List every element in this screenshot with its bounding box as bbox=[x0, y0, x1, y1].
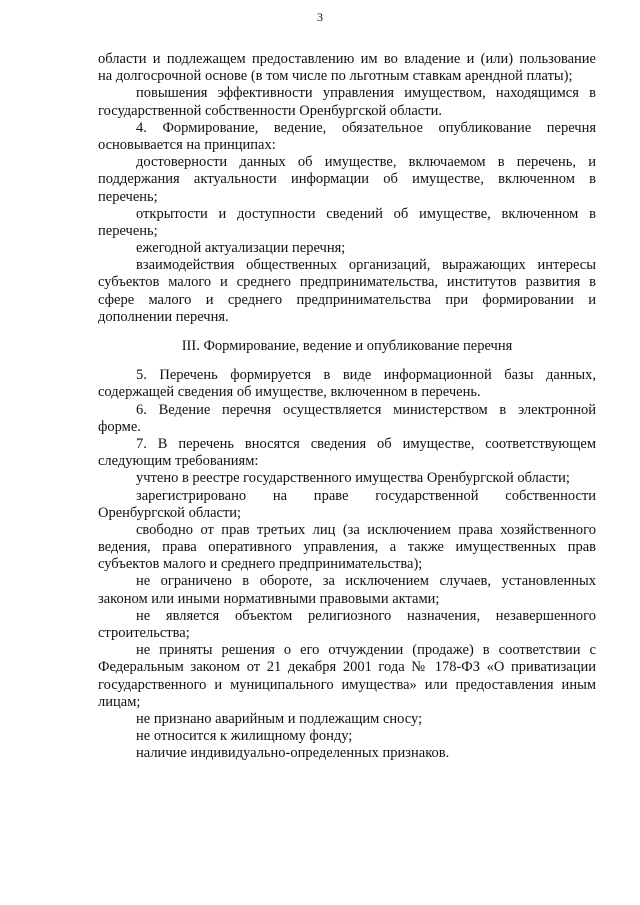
text-line: строительства; bbox=[98, 625, 190, 641]
text-line: перечень; bbox=[98, 188, 158, 205]
text-line: учтено в реестре государственного имущества Оренбургской области; bbox=[136, 470, 570, 487]
text-line: повышения эффективности управления имуществом, находящимся в bbox=[136, 85, 596, 102]
text-line: области и подлежащем предоставлению им во владение и (или) пользование bbox=[98, 51, 596, 67]
text-line: субъектов малого и среднего предпринимательства, институтов развития в bbox=[98, 274, 596, 291]
text-line: наличие индивидуально-определенных признаков. bbox=[136, 745, 450, 762]
page-number: 3 bbox=[317, 10, 323, 24]
text-line: взаимодействия общественных организаций, выражающих интересы bbox=[136, 257, 596, 274]
text-line: не относится к жилищному фонду; bbox=[136, 728, 353, 745]
text-line: свободно от прав третьих лиц (за исключением права хозяйственного bbox=[136, 521, 596, 538]
text-line: Оренбургской области; bbox=[98, 504, 242, 521]
text-line: открытости и доступности сведений об имуществе, включенном в bbox=[136, 205, 596, 222]
text-line: государственного и муниципального имущества» или предоставления иным bbox=[98, 676, 596, 693]
text-line: лицам; bbox=[98, 693, 141, 710]
text-line: 6. Ведение перечня осуществляется министерством в электронной bbox=[136, 401, 596, 418]
text-line: следующим требованиям: bbox=[98, 453, 259, 470]
text-line: сфере малого и среднего предпринимательства при формировании и bbox=[98, 291, 596, 308]
text-line: дополнении перечня. bbox=[98, 308, 229, 325]
text-line: поддержания актуальности информации об имуществе, включенном в bbox=[98, 171, 596, 188]
text-line: 4. Формирование, ведение, обязательное опубликование перечня bbox=[136, 119, 596, 136]
text-line: на долгосрочной основе (в том числе по льготным ставкам арендной платы); bbox=[98, 68, 573, 85]
text-line: достоверности данных об имуществе, включаемом в перечень, и bbox=[136, 154, 596, 171]
text-line: форме. bbox=[98, 418, 141, 435]
text-line: основывается на принципах: bbox=[98, 136, 276, 153]
text-line: ведения, права оперативного управления, а также имущественных прав bbox=[98, 539, 596, 556]
text-line: перечень; bbox=[98, 222, 158, 239]
section-heading: III. Формирование, ведение и опубликование перечня bbox=[181, 338, 513, 354]
text-line: зарегистрировано на праве государственной собственности bbox=[136, 487, 596, 504]
text-line: законом или иными нормативными правовыми актами; bbox=[98, 590, 440, 607]
text-line: государственной собственности Оренбургской области. bbox=[98, 102, 442, 119]
text-line: не является объектом религиозного назначения, незавершенного bbox=[136, 607, 596, 624]
text-line: ежегодной актуализации перечня; bbox=[136, 240, 346, 257]
text-line: субъектов малого и среднего предпринимательства); bbox=[98, 556, 423, 573]
text-line: Федеральным законом от 21 декабря 2001 года № 178-ФЗ «О приватизации bbox=[98, 659, 596, 676]
text-line: не ограничено в обороте, за исключением случаев, установленных bbox=[136, 573, 596, 590]
text-line: 7. В перечень вносятся сведения об имуществе, соответствующем bbox=[136, 435, 596, 452]
text-line: не признано аварийным и подлежащим сносу; bbox=[136, 710, 423, 727]
text-line: 5. Перечень формируется в виде информационной базы данных, bbox=[136, 367, 596, 384]
text-line: содержащей сведения об имуществе, включенном в перечень. bbox=[98, 384, 481, 401]
text-line: не приняты решения о его отчуждении (продаже) в соответствии с bbox=[136, 642, 596, 659]
document-body bbox=[98, 51, 596, 763]
